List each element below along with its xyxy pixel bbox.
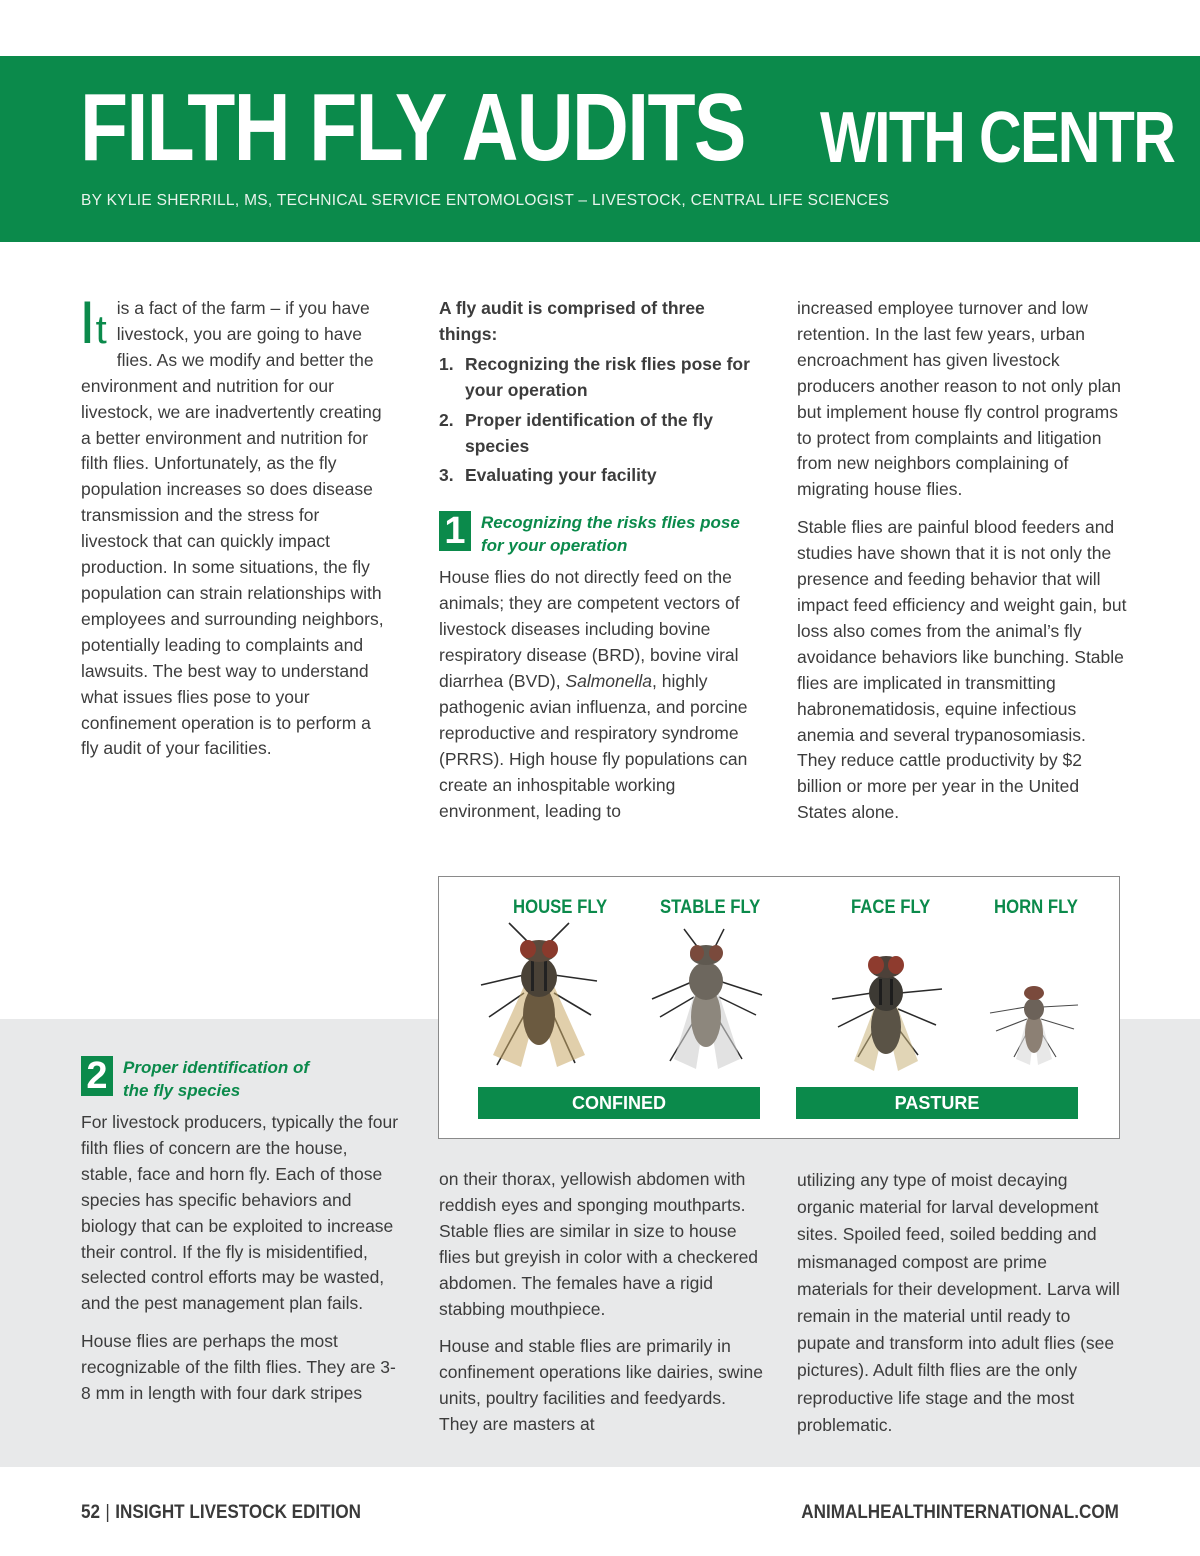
section-1-paragraph: House flies do not directly feed on the animals; they are competent vectors of livestock diseases including bovine respiratory disease (BRD), bovine viral diarrhea (BVD), Salmonella, highly pathogenic avian influenza, and porcine reproductive and respiratory syndrome (PRRS). High house fly populations can create an inhospitable working environment, leading to bbox=[439, 567, 748, 821]
list-item: 3. Evaluating your facility bbox=[439, 465, 657, 486]
paragraph: House and stable flies are primarily in confinement operations like dairies, swine units, poultry facilities and feedyards. They are masters at bbox=[439, 1336, 763, 1435]
drop-cap: It bbox=[79, 289, 107, 356]
stable-fly-image bbox=[644, 919, 769, 1084]
label-house-fly: HOUSE FLY bbox=[513, 897, 608, 918]
paragraph: House flies are perhaps the most recognizable of the filth flies. They are 3-8 mm in length with four dark stripes bbox=[81, 1331, 396, 1404]
fly-species-figure bbox=[438, 876, 1120, 1139]
paragraph: For livestock producers, typically the four filth flies of concern are the house, stable, face and horn fly. Each of those species has specific behaviors and biology that can be exploited to increase their control. If the fly is misidentified, selected control efforts may be wasted, and the pest management plan fails. bbox=[81, 1112, 399, 1314]
label-face-fly: FACE FLY bbox=[851, 897, 931, 918]
house-fly-image bbox=[469, 915, 609, 1085]
section-2-title: Proper identification of the fly species bbox=[123, 1058, 310, 1100]
face-fly-image bbox=[824, 937, 949, 1087]
column-1-lower bbox=[81, 1056, 401, 1419]
article-title bbox=[80, 74, 1175, 181]
paragraph: on their thorax, yellowish abdomen with reddish eyes and sponging mouthparts. Stable flies are similar in size to house flies but greyish in color with a checkered abdomen. The females have a rigid stabbing mouthpiece. bbox=[439, 1169, 759, 1319]
pasture-bar: PASTURE bbox=[796, 1087, 1078, 1119]
label-horn-fly: HORN FLY bbox=[994, 897, 1078, 918]
confined-bar: CONFINED bbox=[478, 1087, 760, 1119]
column-2-lower bbox=[439, 1167, 765, 1450]
column-1-intro bbox=[79, 289, 386, 774]
section-number-badge: 2 bbox=[81, 1056, 113, 1096]
footer-website[interactable]: ANIMALHEALTHINTERNATIONAL.COM bbox=[801, 1502, 1119, 1523]
section-1-heading bbox=[439, 511, 759, 557]
section-number-badge: 1 bbox=[439, 511, 471, 551]
footer-publication: 52 | INSIGHT LIVESTOCK EDITION bbox=[81, 1502, 362, 1523]
column-2-top bbox=[439, 296, 759, 836]
title-secondary: WITH CENTR bbox=[820, 98, 1175, 178]
label-stable-fly: STABLE FLY bbox=[660, 897, 761, 918]
header-band bbox=[0, 56, 1200, 242]
intro-paragraph: It is a fact of the farm – if you have livestock, you are going to have flies. As we modify and better the environment and nutrition for our livestock, we are inadvertently creating a better environment and nutrition for filth flies. Unfortunately, as the fly population increases so does disease transmission and the stress for livestock that can quickly impact production. In some situations, the fly population can strain relationships with employees and surrounding neighbors, potentially leading to complaints and lawsuits. The best way to understand what issues flies pose to your confinement operation is to perform a fly audit of your facilities. bbox=[79, 289, 384, 759]
list-item: 1. Recognizing the risk flies pose for your operation bbox=[439, 353, 750, 400]
title-main: FILTH FLY AUDITS bbox=[80, 74, 745, 181]
column-3-top bbox=[797, 296, 1127, 838]
page-number: 52 bbox=[81, 1502, 101, 1523]
section-1-title: Recognizing the risks flies pose for your operation bbox=[481, 513, 740, 556]
paragraph: utilizing any type of moist decaying organic material for larval development sites. Spoiled feed, soiled bedding and mismanaged compost are prime materials for their development. Larva will remain in the material until ready to pupate and transform into adult flies (see pictures). Adult filth flies are the only reproductive life stage and the most problematic. bbox=[797, 1170, 1120, 1435]
audit-list bbox=[439, 352, 759, 490]
paragraph: increased employee turnover and low retention. In the last few years, urban encroachment has given livestock producers another reason to not only plan but implement house fly control programs to protect from complaints and litigation from new neighbors complaining of migrating house flies. bbox=[797, 298, 1121, 500]
list-item: 2. Proper identification of the fly species bbox=[439, 409, 713, 456]
column-3-lower bbox=[797, 1167, 1122, 1451]
publication-name: INSIGHT LIVESTOCK EDITION bbox=[115, 1502, 362, 1523]
audit-intro: A fly audit is comprised of three things: bbox=[439, 298, 705, 344]
paragraph: Stable flies are painful blood feeders and studies have shown that it is not only the presence and feeding behavior that will impact feed efficiency and weight gain, but loss also comes from the animal’s fly avoidance behaviors like bunching. Stable flies are implicated in transmitting habronematidosis, equine infectious anemia and several trypanosomiasis. They reduce cattle productivity by $2 billion or more per year in the United States alone. bbox=[797, 517, 1127, 823]
section-2-heading bbox=[81, 1056, 401, 1102]
horn-fly-image bbox=[984, 967, 1084, 1077]
byline: BY KYLIE SHERRILL, MS, TECHNICAL SERVICE ENTOMOLOGIST – LIVESTOCK, CENTRAL LIFE SCIENCES bbox=[81, 192, 890, 209]
